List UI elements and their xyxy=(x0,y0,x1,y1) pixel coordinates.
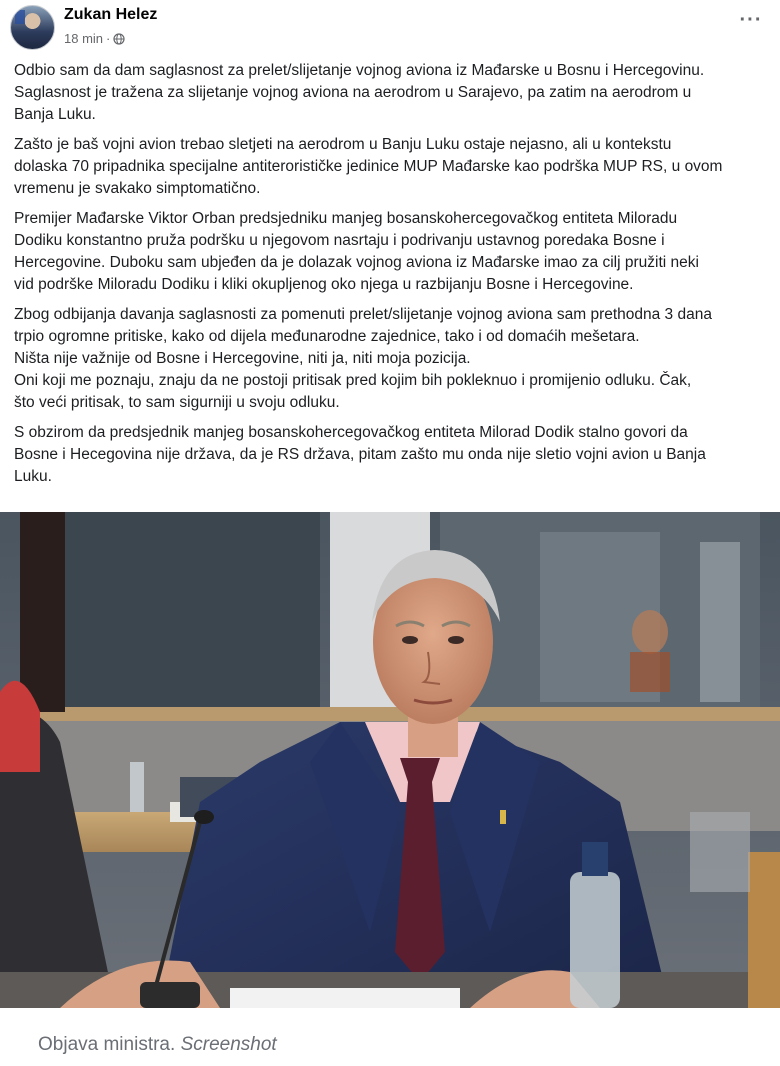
post-paragraph xyxy=(14,304,772,414)
caption-source: Screenshot xyxy=(180,1034,277,1055)
meta-separator: · xyxy=(106,31,111,46)
text-line: Zašto je baš vojni avion trebao sletjeti na aerodrom u Banju Luku ostaje nejasno, ali u kontekstu xyxy=(14,136,672,153)
more-options-button[interactable]: ··· xyxy=(739,9,763,31)
image-caption xyxy=(38,1034,277,1056)
text-line: Premijer Mađarske Viktor Orban predsjedniku manjeg bosanskohercegovačkog entiteta Miloradu xyxy=(14,210,678,227)
photo-illustration xyxy=(0,512,780,1008)
text-line: Hercegovine. Duboku sam ubjeđen da je dolazak vojnog aviona iz Mađarske imao za cilj pružiti neki xyxy=(14,254,699,271)
text-line: Ništa nije važnije od Bosne i Hercegovine, niti ja, niti moja pozicija. xyxy=(14,350,471,367)
text-line: dolaska 70 pripadnika specijalne antiterorističke jedinice MUP Mađarske kao podrška MUP RS, u ovom xyxy=(14,158,723,175)
text-line: vid podrške Miloradu Dodiku i kliki okupljenog oko njega u razbijanju Bosne i Hercegovine. xyxy=(14,276,634,293)
text-line: vremenu je svakako simptomatično. xyxy=(14,180,261,197)
author-avatar[interactable] xyxy=(10,5,55,50)
post-photo[interactable] xyxy=(0,512,780,1008)
post-paragraph xyxy=(14,134,772,200)
text-line: S obzirom da predsjednik manjeg bosanskohercegovačkog entiteta Milorad Dodik stalno govori da xyxy=(14,424,688,441)
post-paragraph xyxy=(14,60,772,126)
text-line: Odbio sam da dam saglasnost za prelet/slijetanje vojnog aviona iz Mađarske u Bosnu i Hercegovinu. xyxy=(14,62,705,79)
flag-decoration xyxy=(15,10,25,24)
globe-icon[interactable] xyxy=(113,33,125,45)
post-text xyxy=(14,60,772,496)
text-line: Saglasnost je tražena za slijetanje vojnog aviona na aerodrom u Sarajevo, pa zatim na aerodrom u xyxy=(14,84,692,101)
post-paragraph xyxy=(14,208,772,296)
post-meta xyxy=(64,31,125,46)
caption-label: Objava ministra. xyxy=(38,1034,176,1055)
post-header xyxy=(0,0,780,56)
post-paragraph xyxy=(14,422,772,488)
text-line: Dodiku konstantno pruža podršku u njegovom nasrtaju i podrivanju ustavnog poredaka Bosne i xyxy=(14,232,665,249)
text-line: Bosne i Hecegovina nije država, da je RS država, pitam zašto mu onda nije sletio vojni avion u Banja xyxy=(14,446,706,463)
text-line: trpio ogromne pritiske, kako od dijela međunarodne zajednice, tako i od domaćih mešetara. xyxy=(14,328,640,345)
post-timestamp[interactable]: 18 min xyxy=(64,31,104,46)
author-name[interactable]: Zukan Helez xyxy=(64,6,158,23)
text-line: što veći pritisak, to sam sigurniji u svoju odluku. xyxy=(14,394,340,411)
text-line: Banja Luku. xyxy=(14,106,96,123)
text-line: Zbog odbijanja davanja saglasnosti za pomenuti prelet/slijetanje vojnog aviona sam prethodna 3 dana xyxy=(14,306,712,323)
text-line: Oni koji me poznaju, znaju da ne postoji pritisak pred kojim bih pokleknuo i promijenio odluku. Čak, xyxy=(14,372,692,389)
text-line: Luku. xyxy=(14,468,52,485)
